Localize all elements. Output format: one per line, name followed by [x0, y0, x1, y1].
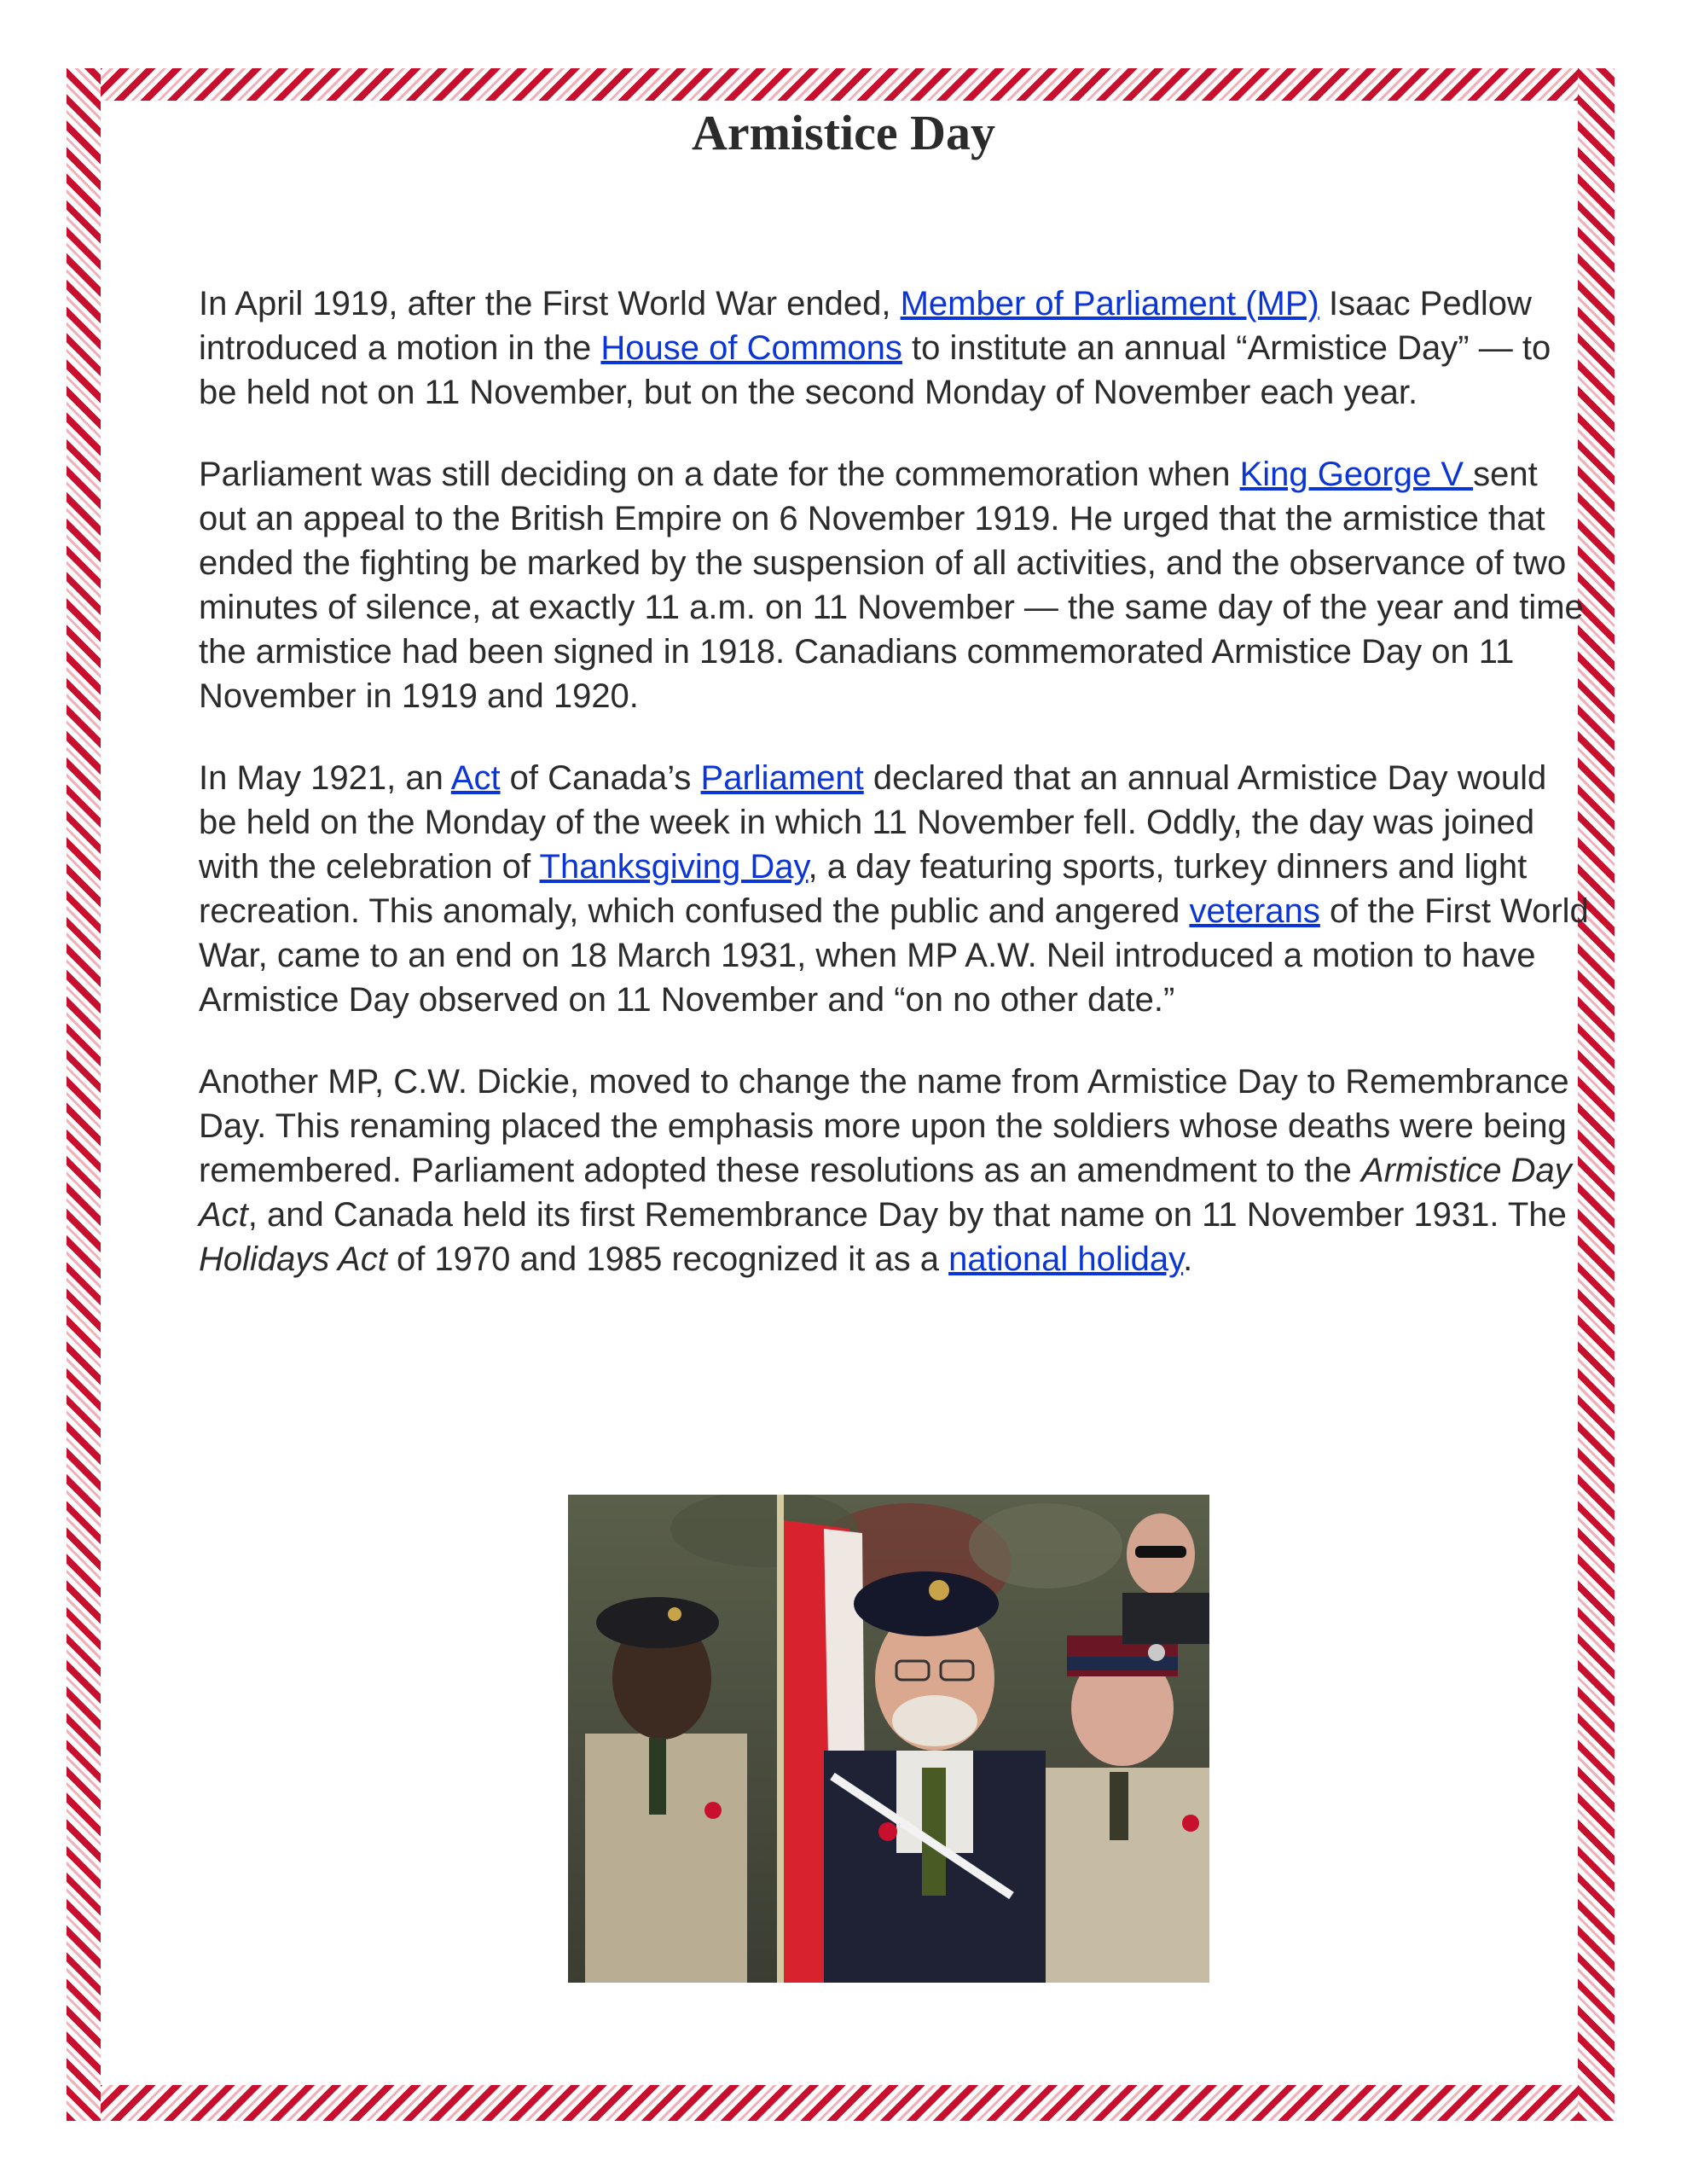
paragraph-2: Parliament was still deciding on a date for the commemoration when King George V sent out an appeal to the British Empire on 6 November 1919. He urged that the armistice that ended the fighting be marked by the suspension of all activities, and the observance of two minutes of silence, at exactly 11 a.m. on 11 November — the same day of the year and time the armistice had been signed in 1918. Canadians commemorated Armistice Day on 11 November in 1919 and 1920.: [199, 456, 1584, 715]
link-national-holiday[interactable]: national holiday: [948, 1240, 1184, 1278]
link-house-of-commons[interactable]: House of Commons: [600, 329, 902, 367]
article-body: [199, 282, 1589, 1319]
link-king-george-v[interactable]: King George V: [1239, 456, 1474, 493]
paragraph-4: Another MP, C.W. Dickie, moved to change the name from Armistice Day to Remembrance Day. This renaming placed the emphasis more upon the soldiers whose deaths were being remembered. Parliament adopted these resolutions as an amendment to the Armistice Day Act, and Canada held its first Remembrance Day by that name on 11 November 1931. The Holidays Act of 1970 and 1985 recognized it as a national holiday.: [199, 1063, 1572, 1278]
link-member-of-parliament[interactable]: Member of Parliament (MP): [900, 285, 1319, 322]
paragraph-1: In April 1919, after the First World War ended, Member of Parliament (MP) Isaac Pedlow introduced a motion in the House of Commons to institute an annual “Armistice Day” — to be held not on 11 November, but on the second Monday of November each year.: [199, 285, 1551, 411]
veterans-illustration: [568, 1495, 1209, 1983]
link-veterans[interactable]: veterans: [1189, 892, 1320, 930]
page-title: Armistice Day: [692, 105, 995, 160]
link-act[interactable]: Act: [450, 759, 501, 797]
link-thanksgiving-day[interactable]: Thanksgiving Day: [539, 848, 809, 886]
decorative-border-left: [67, 68, 101, 2121]
link-parliament[interactable]: Parliament: [700, 759, 864, 797]
decorative-border-top: [67, 68, 1615, 101]
veterans-photo: [568, 1495, 1209, 1983]
paragraph-3: In May 1921, an Act of Canada’s Parliament declared that an annual Armistice Day would be held on the Monday of the week in which 11 November fell. Oddly, the day was joined with the celebration of Thanksgiving Day, a day featuring sports, turkey dinners and light recreation. This anomaly, which confused the public and angered veterans of the First World War, came to an end on 18 March 1931, when MP A.W. Neil introduced a motion to have Armistice Day observed on 11 November and “on no other date.”: [199, 759, 1589, 1019]
decorative-border-bottom: [67, 2085, 1615, 2121]
